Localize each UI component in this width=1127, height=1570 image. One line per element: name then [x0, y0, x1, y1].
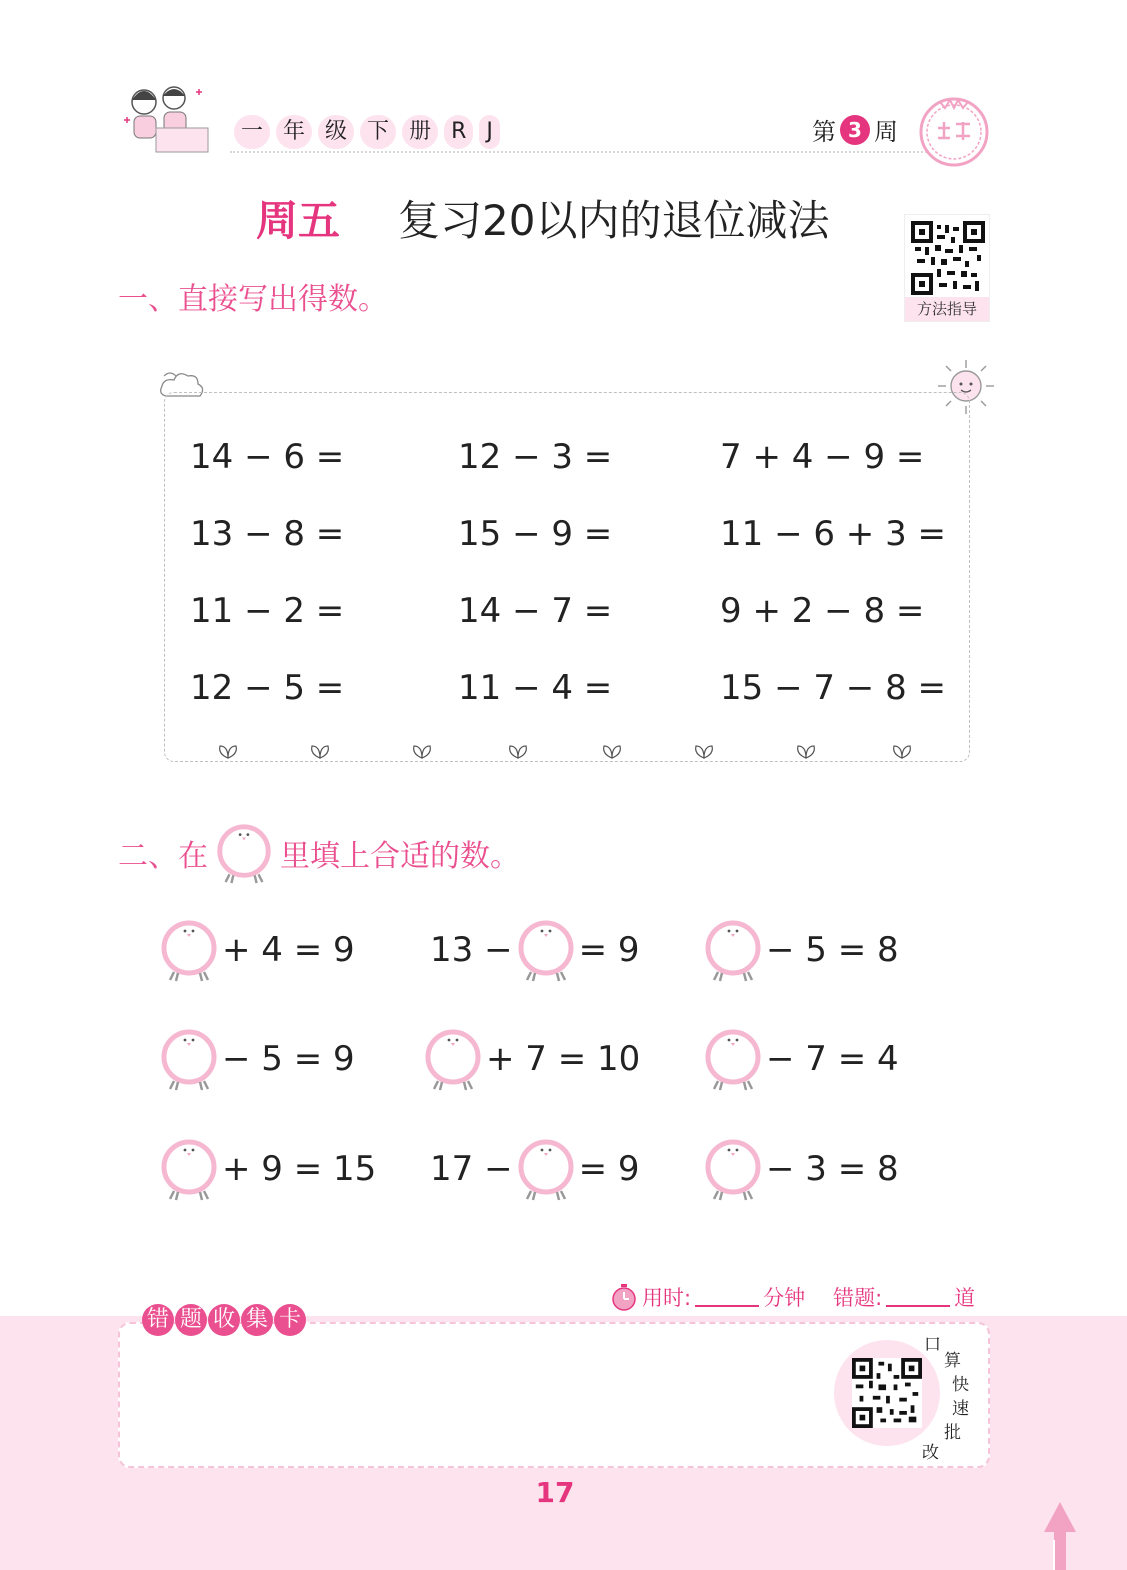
fill-problem-2-3 — [704, 1027, 903, 1091]
quick-grading-qr[interactable] — [834, 1340, 940, 1446]
fill-problem-text: + 4 = 9 — [222, 930, 355, 970]
problem-2-3: 14 − 7 = — [458, 591, 613, 631]
week-suffix: 周 — [874, 118, 898, 146]
title-char: 错 — [142, 1304, 174, 1336]
bird-answer-blank[interactable] — [704, 1027, 762, 1091]
bird-answer-blank[interactable] — [160, 918, 218, 982]
grade-char: 年 — [276, 115, 312, 149]
title-day: 周五 — [256, 196, 341, 245]
fill-problem-1-1 — [160, 918, 359, 982]
qr-code-icon — [911, 221, 985, 295]
problem-1-3: 11 − 2 = — [190, 591, 345, 631]
problem-3-2: 11 − 6 + 3 = — [720, 514, 947, 554]
title-char: 题 — [175, 1304, 207, 1336]
grade-char: 册 — [402, 115, 438, 149]
grade-char: 级 — [318, 115, 354, 149]
fill-problem-text: = 9 — [578, 930, 640, 970]
title-char: 集 — [241, 1304, 273, 1336]
problem-2-2: 15 − 9 = — [458, 514, 613, 554]
section-1-heading: 一、直接写出得数。 — [118, 282, 388, 317]
week-label — [812, 112, 898, 147]
quick-grade-char: 口 — [924, 1335, 941, 1355]
fill-problem-1-2 — [426, 918, 644, 982]
problem-1-2: 13 − 8 = — [190, 514, 345, 554]
problem-3-4: 15 − 7 − 8 = — [720, 668, 947, 708]
time-and-errors-record — [610, 1282, 975, 1312]
qr-code-icon — [852, 1358, 922, 1428]
error-card-title — [142, 1304, 306, 1336]
fill-problem-2-2 — [424, 1027, 644, 1091]
qr-caption: 方法指导 — [905, 297, 989, 321]
fill-problem-2-1 — [160, 1027, 359, 1091]
week-prefix: 第 — [812, 118, 836, 146]
title-char: 收 — [208, 1304, 240, 1336]
quick-grade-char: 算 — [944, 1351, 961, 1371]
leaf-border-decoration — [164, 742, 970, 762]
stopwatch-icon — [610, 1283, 638, 1311]
section-2-heading-pre: 二、在 — [118, 839, 208, 874]
fill-problem-1-3 — [704, 918, 903, 982]
fill-problem-3-3 — [704, 1137, 903, 1201]
fill-problem-text: − 7 = 4 — [766, 1039, 899, 1079]
fill-problem-text: = 9 — [578, 1149, 640, 1189]
bird-answer-blank[interactable] — [517, 1137, 575, 1201]
week-number-badge: 3 — [840, 115, 870, 145]
errors-unit: 道 — [954, 1286, 976, 1310]
problem-3-1: 7 + 4 − 9 = — [720, 437, 925, 477]
title-char: 卡 — [274, 1304, 306, 1336]
grade-char: 下 — [360, 115, 396, 149]
grade-char: R — [444, 115, 473, 149]
fill-problem-text: 13 − — [430, 930, 513, 970]
up-arrow-decoration — [1040, 1500, 1080, 1570]
bird-answer-blank[interactable] — [424, 1027, 482, 1091]
bird-answer-blank[interactable] — [704, 918, 762, 982]
fill-problem-text: + 9 = 15 — [222, 1149, 377, 1189]
fill-problem-text: + 7 = 10 — [486, 1039, 641, 1079]
fill-problem-text: − 3 = 8 — [766, 1149, 899, 1189]
quick-grade-char: 速 — [952, 1399, 969, 1419]
time-unit: 分钟 — [763, 1286, 806, 1310]
problem-3-3: 9 + 2 − 8 = — [720, 591, 925, 631]
quick-grade-char: 改 — [922, 1443, 939, 1463]
fill-problem-text: − 5 = 8 — [766, 930, 899, 970]
fill-problem-text: − 5 = 9 — [222, 1039, 355, 1079]
method-guide-qr[interactable] — [904, 214, 990, 322]
bird-circle-icon — [214, 822, 274, 884]
bird-answer-blank[interactable] — [160, 1027, 218, 1091]
bird-answer-blank[interactable] — [160, 1137, 218, 1201]
fill-problem-3-2 — [426, 1137, 644, 1201]
problem-1-1: 14 − 6 = — [190, 437, 345, 477]
section-2-heading — [118, 822, 520, 884]
errors-label: 错题: — [833, 1286, 883, 1310]
fill-problem-text: 17 − — [430, 1149, 513, 1189]
publisher-seal-logo — [916, 92, 992, 168]
quick-grade-char: 快 — [952, 1375, 969, 1395]
bird-answer-blank[interactable] — [517, 918, 575, 982]
errors-blank[interactable] — [886, 1287, 950, 1307]
problem-1-4: 12 − 5 = — [190, 668, 345, 708]
quick-grade-char: 批 — [944, 1423, 961, 1443]
time-blank[interactable] — [695, 1287, 759, 1307]
problem-2-4: 11 − 4 = — [458, 668, 613, 708]
time-label: 用时: — [642, 1286, 692, 1310]
page-title: 复习20以内的退位减法 — [398, 196, 830, 245]
bird-answer-blank[interactable] — [704, 1137, 762, 1201]
grade-char: 一 — [234, 115, 270, 149]
page-number: 17 — [535, 1476, 575, 1509]
fill-problem-3-1 — [160, 1137, 380, 1201]
section-2-heading-post: 里填上合适的数。 — [280, 839, 520, 874]
grade-char: J — [479, 115, 500, 149]
grade-label — [234, 115, 500, 149]
kids-reading-illustration — [116, 72, 216, 162]
header-divider — [230, 151, 930, 153]
problem-2-1: 12 − 3 = — [458, 437, 613, 477]
